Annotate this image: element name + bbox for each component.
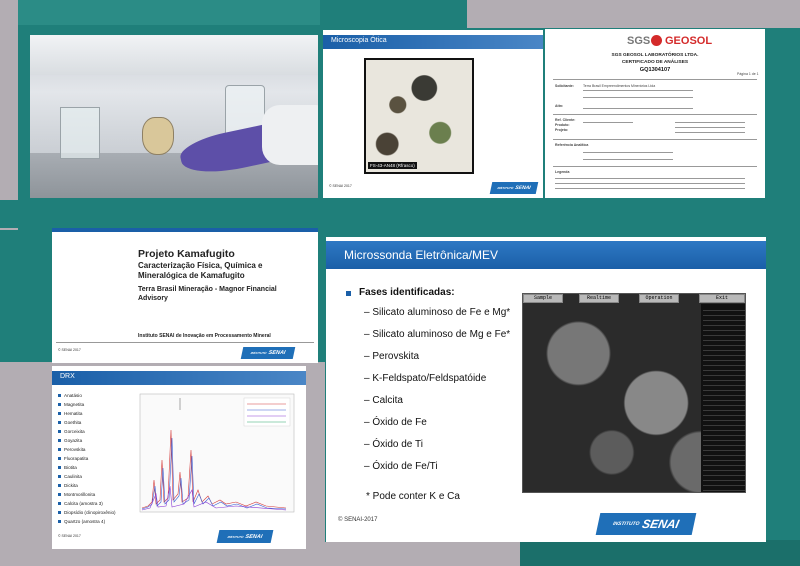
title-slide-top-bar (52, 228, 318, 232)
logo-instituto: INSTITUTO (497, 186, 514, 190)
mev-copyright: © SENAI-2017 (338, 517, 378, 523)
sgs-logo: SGS (627, 35, 651, 47)
frame-gray-top-left (0, 0, 18, 230)
mev-phase-0: – Silicato aluminoso de Fe e Mg* (364, 307, 511, 318)
logo-senai: SENAI (244, 533, 263, 540)
mev-phase-5: – Óxido de Fe (364, 417, 427, 428)
cert-field-line-4 (583, 122, 633, 123)
frame-teal-mid (0, 200, 325, 228)
cert-field-line-9 (583, 159, 673, 160)
cert-projeto-label: Projeto: (555, 128, 569, 132)
sem-operation-button[interactable]: Operation (639, 294, 679, 303)
mev-phase-label: Perovskita (372, 351, 420, 362)
drx-mineral-0: Anatásio (64, 393, 82, 398)
drx-title: DRX (60, 373, 75, 380)
lab-photo (30, 35, 318, 198)
microscopy-copyright: © SENAI 2017 (329, 184, 352, 188)
drx-senai-logo (217, 530, 274, 543)
mev-title: Microssonda Eletrônica/MEV (344, 248, 499, 262)
mev-phase-6: – Óxido de Ti (364, 439, 423, 450)
frame-teal-bottom-right (520, 540, 800, 566)
certificate-slide (545, 29, 765, 198)
cert-field-line-3 (583, 108, 693, 109)
drx-header (52, 371, 306, 385)
cert-page: Página 1 de 1 (737, 72, 759, 76)
mev-bullet-square (346, 291, 351, 296)
mev-header (326, 241, 766, 269)
mev-phase-label: Silicato aluminoso de Mg e Fe* (372, 329, 511, 340)
cert-legenda-label: Legenda (555, 170, 570, 174)
sem-panel-readout (703, 306, 745, 492)
frame-teal-right (325, 200, 800, 240)
mev-phase-label: Óxido de Ti (372, 439, 423, 450)
drx-mineral-4: Gorceixita (64, 429, 85, 434)
drx-mineral-7: Fluorapatita (64, 456, 89, 461)
cert-field-line-1 (583, 90, 693, 91)
lab-flask (142, 117, 174, 155)
drx-mineral-12: Calcita (amostra 3) (64, 501, 103, 506)
microscopy-slide (323, 30, 543, 198)
drx-mineral-2: Hematita (64, 411, 83, 416)
logo-instituto: INSTITUTO (227, 534, 244, 539)
cert-field-line-10 (555, 178, 745, 179)
cert-field-line-6 (675, 127, 745, 128)
geosol-logo: GEOSOL (665, 35, 713, 47)
cert-divider-3 (553, 139, 757, 140)
title-slide-rule (56, 342, 314, 343)
lab-window-light (30, 35, 318, 75)
drx-mineral-10: Dickita (64, 483, 78, 488)
title-slide-senai-logo (241, 347, 296, 359)
sem-sample-button[interactable]: Sample (523, 294, 563, 303)
drx-mineral-3: Goethita (64, 420, 82, 425)
drx-mineral-1: Magnetita (64, 402, 85, 407)
cert-divider-4 (553, 166, 757, 167)
cert-divider-1 (553, 79, 757, 80)
mev-phase-label: Óxido de Fe (372, 417, 427, 428)
microscopy-image-label: FS-43-AN48 (Rfrasco) (370, 163, 415, 168)
drx-slide (52, 366, 306, 549)
drx-copyright: © SENAI 2017 (58, 534, 81, 538)
cert-field-line-11 (555, 183, 745, 184)
drx-mineral-11: Montmorillonita (64, 492, 96, 497)
mev-phase-label: K-Feldspato/Feldspatóide (372, 373, 487, 384)
logo-senai: SENAI (267, 350, 286, 356)
drx-mineral-8: Biotita (64, 465, 77, 470)
mev-phase-2: – Perovskita (364, 351, 420, 362)
drx-mineral-14: Quartzo (amostra 4) (64, 519, 106, 524)
frame-gray-top-right (467, 0, 800, 28)
microscopy-title: Microscopia Ótica (331, 37, 387, 44)
cert-produto-label: Produto: (555, 123, 570, 127)
cert-ref-cliente-label: Ref. Cliente: (555, 118, 576, 122)
mev-senai-logo (596, 513, 697, 535)
sem-realtime-button[interactable]: Realtime (579, 294, 619, 303)
cert-referencia-label: Referência Analítica (555, 143, 589, 147)
cert-company: SGS GEOSOL LABORATÓRIOS LTDA. (611, 53, 699, 58)
geosol-icon (651, 35, 662, 46)
cert-field-line-8 (583, 152, 673, 153)
cert-field-line-7 (675, 132, 745, 133)
cert-solicitante-value: Terra Brasil Empreendimentos Minerários Ltda (583, 84, 656, 88)
mev-phase-label: Silicato aluminoso de Fe e Mg* (372, 307, 511, 318)
cert-field-line-2 (583, 97, 693, 98)
lab-beaker (60, 107, 100, 159)
sem-exit-button[interactable]: Exit (699, 294, 745, 303)
sem-image (522, 293, 746, 493)
project-subtitle-1: Caracterização Física, Química e (138, 261, 263, 270)
mev-note: * Pode conter K e Ca (366, 491, 460, 502)
mev-phase-1: – Silicato aluminoso de Mg e Fe* (364, 329, 511, 340)
logo-senai: SENAI (514, 185, 532, 191)
logo-instituto: INSTITUTO (612, 521, 640, 527)
institute-line: Instituto SENAI de Inovação em Processamento Mineral (138, 333, 271, 339)
mev-phase-label: Calcita (372, 395, 403, 406)
client-line-1: Terra Brasil Mineração - Magnor Financial (138, 286, 277, 293)
logo-instituto: INSTITUTO (250, 351, 267, 355)
title-slide-copyright: © SENAI 2017 (58, 348, 81, 352)
frame-teal-top-left (18, 0, 320, 25)
mev-phase-4: – Calcita (364, 395, 403, 406)
cert-solicitante-label: Solicitante: (555, 84, 574, 88)
logo-senai: SENAI (640, 517, 681, 531)
sem-side-panel (701, 304, 746, 493)
mev-phase-7: – Óxido de Fe/Ti (364, 461, 438, 472)
microscopy-image (364, 58, 474, 174)
drx-diffractogram (136, 390, 298, 520)
drx-mineral-5: Goyazita (64, 438, 83, 443)
cert-doc-title: CERTIFICADO DE ANÁLISES (621, 60, 689, 65)
drx-mineral-6: Perovskita (64, 447, 86, 452)
lab-coat-sleeve (262, 105, 318, 165)
microscopy-senai-logo (490, 182, 539, 194)
title-slide (52, 228, 318, 363)
drx-mineral-13: Diopsídio (clinopiroxênio) (64, 510, 116, 515)
client-line-2: Advisory (138, 295, 168, 302)
project-title: Projeto Kamafugito (138, 248, 235, 260)
cert-divider-2 (553, 114, 757, 115)
mev-phase-3: – K-Feldspato/Feldspatóide (364, 373, 487, 384)
cert-field-line-5 (675, 122, 745, 123)
microscopy-header (323, 35, 543, 49)
drx-mineral-9: Caulinita (64, 474, 82, 479)
mev-phase-label: Óxido de Fe/Ti (372, 461, 438, 472)
cert-attn-label: Attn: (555, 104, 564, 108)
cert-field-line-12 (555, 188, 745, 189)
mev-slide (326, 237, 766, 542)
mev-section-title: Fases identificadas: (359, 287, 455, 298)
cert-doc-number: GQ1304107 (639, 67, 671, 73)
project-subtitle-2: Mineralógica de Kamafugito (138, 271, 245, 280)
